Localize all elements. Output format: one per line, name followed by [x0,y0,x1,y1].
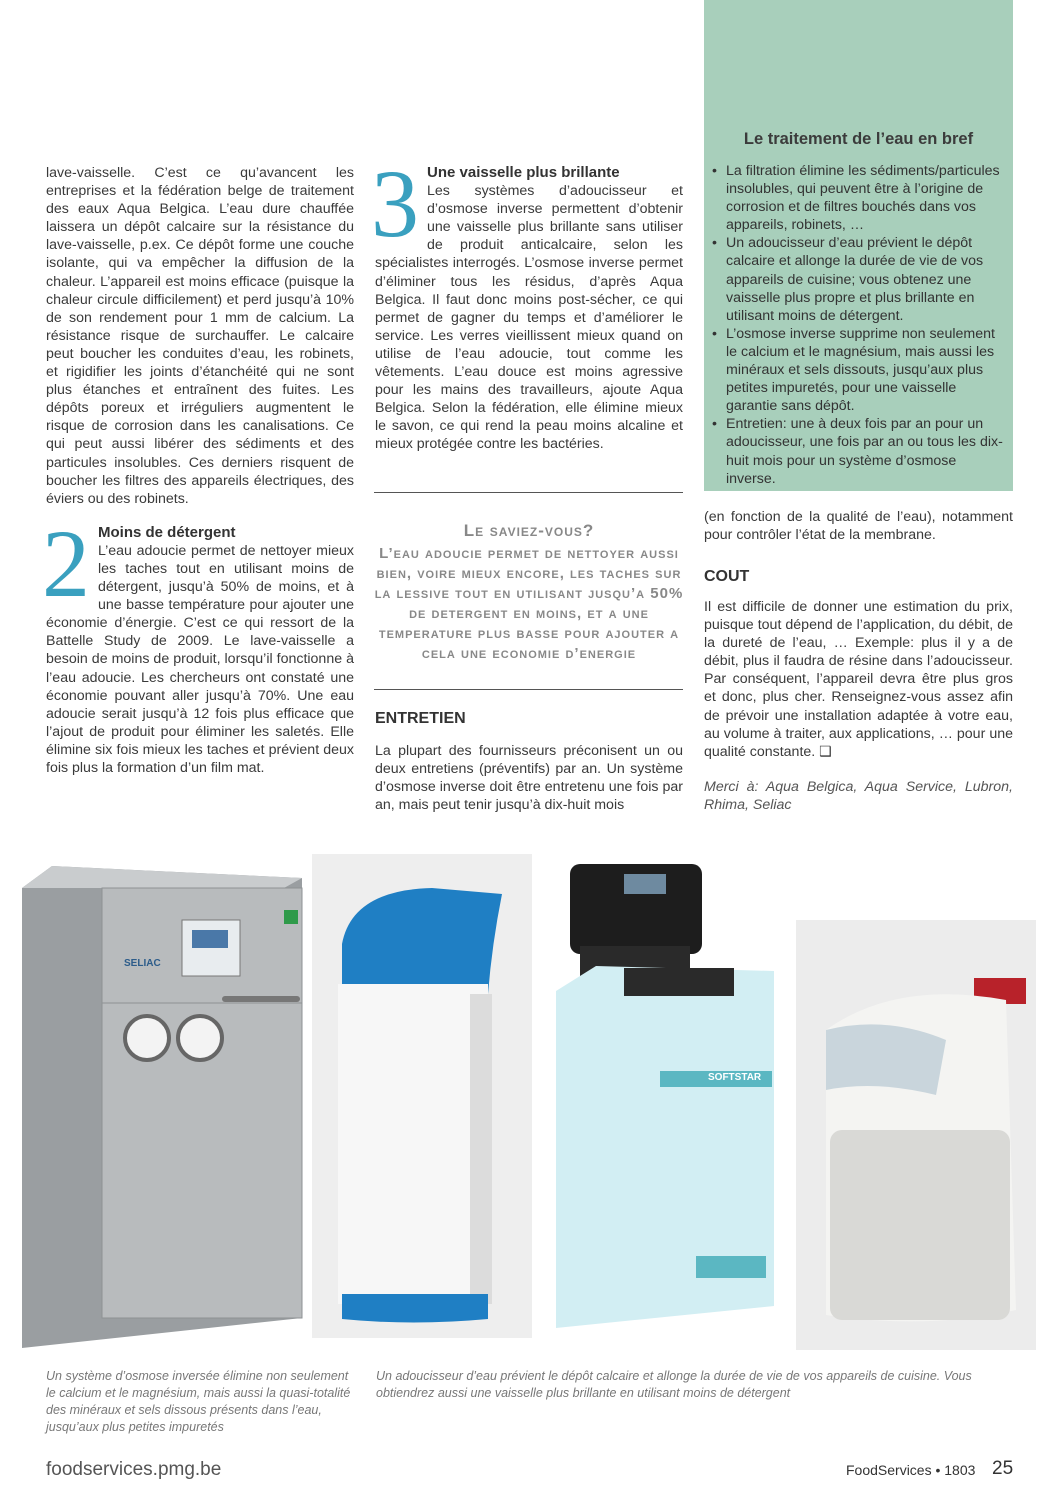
thanks-note: Merci à: Aqua Belgica, Aqua Service, Lubron, Rhima, Seliac [704,779,1013,814]
caption-left: Un système d’osmose inversée élimine non seulement le calcium et le magnésium, mais aussi la quasi-totalité des minéraux et sels dissous présents dans l’eau, jusqu’aux plus petites impuretés [46,1369,351,1434]
softstar-softener-image [540,856,778,1336]
column-2 [371,150,683,454]
summary-list [712,162,1003,488]
entretien-heading: ENTRETIEN [375,710,466,727]
seliac-unit-drawing [22,858,308,1348]
compact-softener-image [796,920,1036,1350]
section-3-title: Une vaisselle plus brillante [427,164,620,181]
summary-box-title: Le traitement de l’eau en bref [743,130,974,148]
softener-drawing [312,854,532,1338]
did-you-know-title: Le saviez-vous? [463,521,595,540]
seliac-label: SELIAC [124,958,161,969]
summary-item: • Un adoucisseur d’eau prévient le dépôt calcaire et allonge la durée de vie de vos appareils de cuisine; vous obtenez une vaisselle plus propre et plus brillante en utilisant moins de détergent. [712,234,1003,324]
section-3-body: Les systèmes d’adoucisseur et d’osmose inverse permettent d’obtenir une vaisselle plus brillante sans utiliser de produit anticalcaire, selon les spécialistes interrogés. L’osmose inverse permet d’éliminer tous les résidus, d’après Aqua Belgica. Il faut donc moins post-sécher, ce qui permet de gagner du temps et d’améliorer le service. Les verres vieillissent mieux quand on utilise de l’eau adoucie, tout comme les vêtements. L’eau douce est moins agressive pour les mains des travailleurs, ajoute Aqua Belgica. Selon la fédération, elle élimine mieux le savon, ce qui rend la peau moins alcaline et mieux protégée contre les bactéries. [375,183,683,453]
footer-site-link[interactable]: foodservices.pmg.be [46,1459,222,1480]
summary-item: • Entretien: une à deux fois par an pour un adoucisseur, une fois par an ou tous les dix-huit mois pour un système d’osmose inverse. [712,415,1003,487]
caption-right: Un adoucisseur d’eau prévient le dépôt calcaire et allonge la durée de vie de vos appareils de cuisine. Vous obtiendrez aussi une vaisselle plus brillante en utilisant moins de détergent [376,1369,972,1400]
summary-item: • La filtration élimine les sédiments/particules insolubles, qui peuvent être à l’origine de corrosion et de filtres bouchés dans vos appareils, robinets, … [712,162,1003,234]
white-blue-softener-image [312,854,532,1338]
summary-box [704,0,1013,491]
column-1 [42,164,354,777]
col1-paragraph: lave-vaisselle. C’est ce qu’avancent les entreprises et la fédération belge de traitement des eaux Aqua Belgica. L’eau dure chauffée laissera un dépôt calcaire sur la résistance du lave-vaisselle, p.ex. Ce dépôt forme une couche isolante, qui va empêcher la diffusion de la chaleur. L’appareil est moins efficace (puisque la chaleur circule difficilement) et perd jusqu’à 10% de son rendement pour 1 mm de calcium. La résistance risque de surchauffer. Le calcaire peut boucher les conduites d’eau, les robinets, et rigidifier les joints d’étanchéité qui ne sont plus étanches et entraînent des fuites. Les dépôts poreux et irréguliers augmentent le risque de corrosion dans les canalisations. Ce qui peut aussi libérer des sédiments et des particules insolubles. Ces derniers risquent de boucher les filtres des appareils électriques, des éviers ou des robinets. [46,165,354,507]
cout-body: Il est difficile de donner une estimation du prix, puisque tout dépend de l’application, du débit, de la dureté de l’eau, … Exemple: plus il y a de débit, plus il faudra de résine dans l’adoucisseur. Par conséquent, l’appareil devra être plus gros et donc, plus cher. Renseignez-vous assez afin de prévoir une installation adaptée à votre eau, au volume à traiter, aux applications, … pour une qualité constante. [704,599,1013,760]
did-you-know-body: L’eau adoucie permet de nettoyer aussi bien, voire mieux encore, les taches sur la lessive tout en utilisant jusqu’a 50% de detergent en moins, et a une temperature plus basse pour ajouter a cela une economie d’energie [374,545,684,662]
summary-item: • L’osmose inverse supprime non seulement le calcium et le magnésium, mais aussi les minéraux et sels dissouts, jusqu’aux plus petites impuretés, pour une vaisselle garantie sans dépôt. [712,325,1003,415]
softstar-label: SOFTSTAR [708,1072,762,1083]
section-2-body: L’eau adoucie permet de nettoyer mieux les taches tout en utilisant moins de détergent, jusqu’à 50% de moins, et à une basse température pour ajouter une économie d’énergie. C’est ce qui ressort de la Battelle Study de 2009. Le lave-vaisselle a besoin de moins de produit, lorsqu’il fonctionne à l’eau adoucie. Les chercheurs ont constaté une économie pouvant aller jusqu’à 70%. Une eau adoucie serait jusqu’à 12 fois plus efficace que l’ajout de produit pour éliminer les saletés. Elle élimine six fois mieux les taches et prévient deux fois plus la formation d’un film mat. [46,542,354,776]
entretien-body: La plupart des fournisseurs préconisent un ou deux entretiens (préventifs) par an. Un système d’osmose inverse doit être entretenu une fois par an, mais peut tenir jusqu’à dix-huit mois [375,743,683,814]
page-number: 25 [992,1458,1014,1479]
softstar-drawing [540,856,778,1336]
seliac-osmosis-unit-image [22,858,308,1348]
cout-body-wrap [704,598,1013,761]
section-2 [42,509,354,777]
compact-softener-drawing [796,920,1036,1350]
divider-top [374,492,683,493]
did-you-know-box [374,520,684,664]
col3-paragraph: (en fonction de la qualité de l’eau), notamment pour contrôler l’état de la membrane. [704,509,1013,544]
end-mark: ❑ [819,743,832,760]
section-number-2: 2 [42,509,90,617]
footer-issue: FoodServices • 1803 [846,1462,976,1478]
section-2-title: Moins de détergent [98,523,236,541]
section-number-3: 3 [371,150,419,257]
column-3 [704,508,1013,544]
cout-heading: COUT [704,568,750,585]
divider-bottom [374,689,683,690]
